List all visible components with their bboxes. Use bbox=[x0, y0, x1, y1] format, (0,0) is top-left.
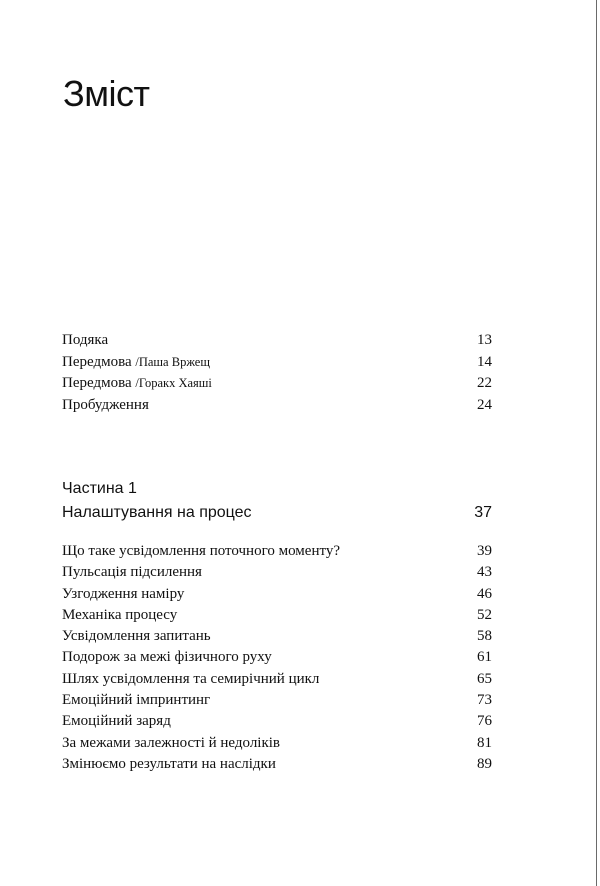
toc-page-number: 58 bbox=[477, 628, 492, 645]
toc-chapter-entry[interactable] bbox=[62, 754, 492, 775]
toc-chapter-entry[interactable] bbox=[62, 733, 492, 754]
toc-entry-label: Подяка bbox=[62, 332, 109, 348]
part-title: Налаштування на процес bbox=[62, 504, 252, 521]
toc-chapter-entry[interactable] bbox=[62, 711, 492, 732]
author-separator: / bbox=[135, 354, 139, 369]
toc-page-number: 43 bbox=[477, 564, 492, 581]
toc-page-number: 61 bbox=[477, 649, 492, 666]
toc-chapter-label: Подорож за межі фізичного руху bbox=[62, 649, 272, 666]
part-page-number: 37 bbox=[474, 504, 492, 521]
part-heading[interactable] bbox=[62, 477, 492, 525]
page-edge-line bbox=[596, 0, 597, 886]
toc-chapter-entry[interactable] bbox=[62, 647, 492, 668]
toc-page-number: 76 bbox=[477, 713, 492, 730]
toc-page-number: 46 bbox=[477, 585, 492, 602]
toc-chapter-entry[interactable] bbox=[62, 562, 492, 583]
toc-page-number: 89 bbox=[477, 755, 492, 772]
toc-chapter-label: Узгодження наміру bbox=[62, 585, 185, 602]
toc-chapter-label: Емоційний заряд bbox=[62, 713, 171, 730]
toc-entry-label: Передмова bbox=[62, 353, 132, 370]
toc-page-number: 52 bbox=[477, 606, 492, 623]
toc-page-number: 22 bbox=[477, 375, 492, 392]
chapter-list bbox=[62, 541, 492, 775]
toc-entry-awakening[interactable] bbox=[62, 395, 492, 417]
toc-entry-acknowledgements[interactable] bbox=[62, 330, 492, 352]
toc-page-number: 65 bbox=[477, 670, 492, 687]
toc-entry-author: Паша Вржещ bbox=[138, 354, 210, 369]
toc-chapter-label: Шлях усвідомлення та семирічний цикл bbox=[62, 670, 320, 687]
toc-chapter-label: Змінюємо результати на наслідки bbox=[62, 755, 276, 772]
toc-chapter-entry[interactable] bbox=[62, 690, 492, 711]
toc-page-number: 24 bbox=[477, 397, 492, 414]
author-separator: / bbox=[135, 376, 139, 391]
toc-entry-label: Передмова bbox=[62, 375, 132, 392]
toc-entry-label-group bbox=[62, 373, 212, 395]
toc-page-number: 39 bbox=[477, 543, 492, 559]
part-number: Частина 1 bbox=[62, 480, 137, 497]
toc-page-number: 14 bbox=[477, 353, 492, 370]
toc-page-number: 73 bbox=[477, 692, 492, 709]
toc-chapter-label: Емоційний імпринтинг bbox=[62, 692, 211, 709]
toc-chapter-entry[interactable] bbox=[62, 669, 492, 690]
toc-entry-foreword-1[interactable] bbox=[62, 352, 492, 374]
toc-page-number: 13 bbox=[477, 332, 492, 348]
toc-chapter-entry[interactable] bbox=[62, 626, 492, 647]
toc-entry-author: Горакх Хаяші bbox=[138, 376, 212, 391]
toc-chapter-label: За межами залежності й недоліків bbox=[62, 734, 281, 751]
toc-chapter-label: Усвідомлення запитань bbox=[62, 628, 211, 645]
toc-entry-label-group bbox=[62, 352, 210, 374]
page-title: Зміст bbox=[63, 73, 150, 114]
toc-chapter-label: Механіка процесу bbox=[62, 606, 178, 623]
toc-entry-label: Пробудження bbox=[62, 397, 149, 414]
toc-chapter-entry[interactable] bbox=[62, 584, 492, 605]
toc-chapter-label: Пульсація підсилення bbox=[62, 564, 202, 581]
toc-page-number: 81 bbox=[477, 734, 492, 751]
part-title-line bbox=[62, 501, 492, 525]
front-matter-list bbox=[62, 330, 492, 417]
toc-chapter-entry[interactable] bbox=[62, 605, 492, 626]
part-number-line bbox=[62, 477, 492, 501]
toc-entry-foreword-2[interactable] bbox=[62, 373, 492, 395]
toc-chapter-entry[interactable] bbox=[62, 541, 492, 562]
toc-chapter-label: Що таке усвідомлення поточного моменту? bbox=[62, 543, 340, 559]
